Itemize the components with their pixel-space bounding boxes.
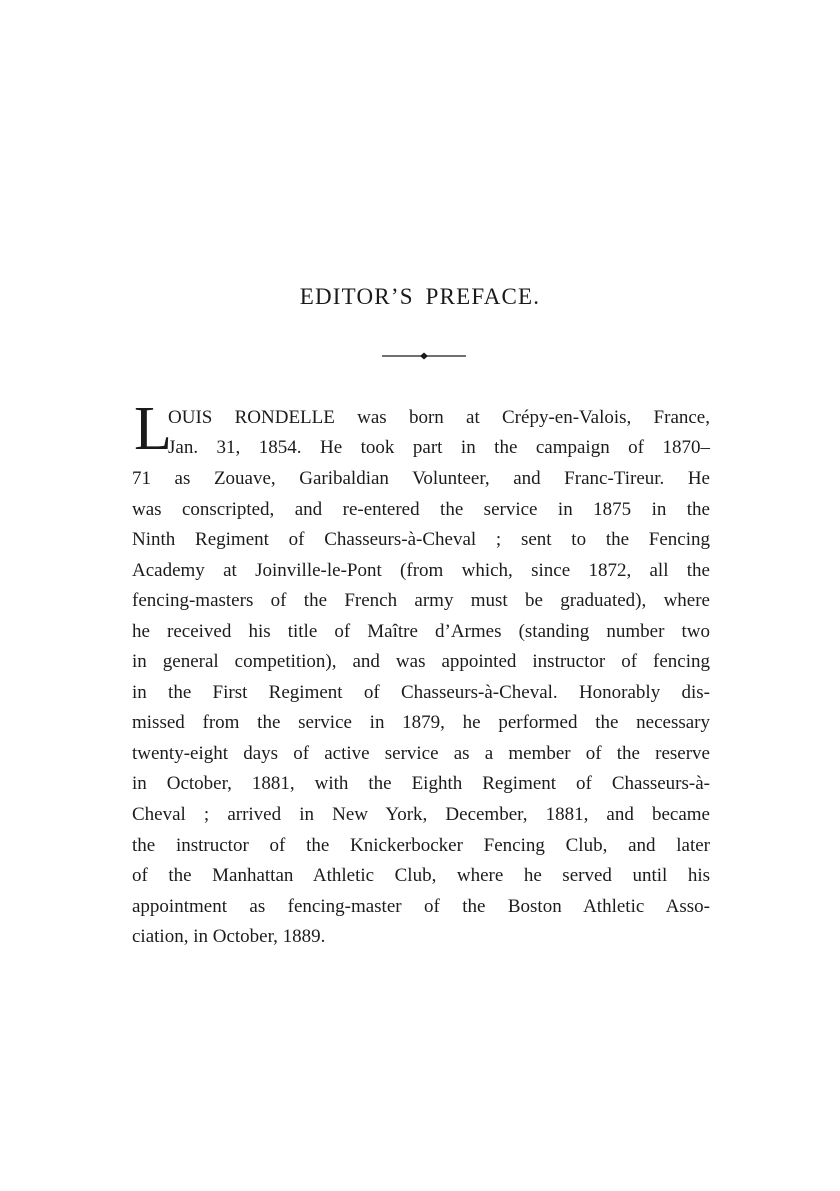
text-line-5: Ninth Regiment of Chasseurs-à-Cheval ; sent to the Fencing [132,529,710,550]
text-line-16: of the Manhattan Athletic Club, where he served until his [132,865,710,886]
text-line-9: in general competition), and was appointed instructor of fencing [132,651,710,672]
text-line-4: was conscripted, and re-entered the service in 1875 in the [132,499,710,520]
text-line-3: 71 as Zouave, Garibaldian Volunteer, and Franc-Tireur. He [132,468,710,489]
text-line-10: in the First Regiment of Chasseurs-à-Cheval. Honorably dis- [132,682,710,703]
text-line-7: fencing-masters of the French army must be graduated), where [132,590,710,611]
text-line-12: twenty-eight days of active service as a member of the reserve [132,743,710,764]
text-line-11: missed from the service in 1879, he performed the necessary [132,712,710,733]
text-line-17: appointment as fencing-master of the Boston Athletic Asso- [132,896,710,917]
text-line-2: Jan. 31, 1854. He took part in the campaign of 1870– [168,437,710,458]
text-line-6: Academy at Joinville-le-Pont (from which, since 1872, all the [132,560,710,581]
text-line-13: in October, 1881, with the Eighth Regiment of Chasseurs-à- [132,773,710,794]
text-line-15: the instructor of the Knickerbocker Fencing Club, and later [132,835,710,856]
text-line-1: OUIS RONDELLE was born at Crépy-en-Valois, France, [168,407,710,428]
ornament-divider-icon [382,350,466,362]
page-title: EDITOR’S PREFACE. [299,284,541,309]
text-line-18: ciation, in October, 1889. [132,926,326,947]
text-line-14: Cheval ; arrived in New York, December, 1881, and became [132,804,710,825]
drop-cap: L [134,395,172,463]
text-line-8: he received his title of Maître d’Armes (standing number two [132,621,710,642]
